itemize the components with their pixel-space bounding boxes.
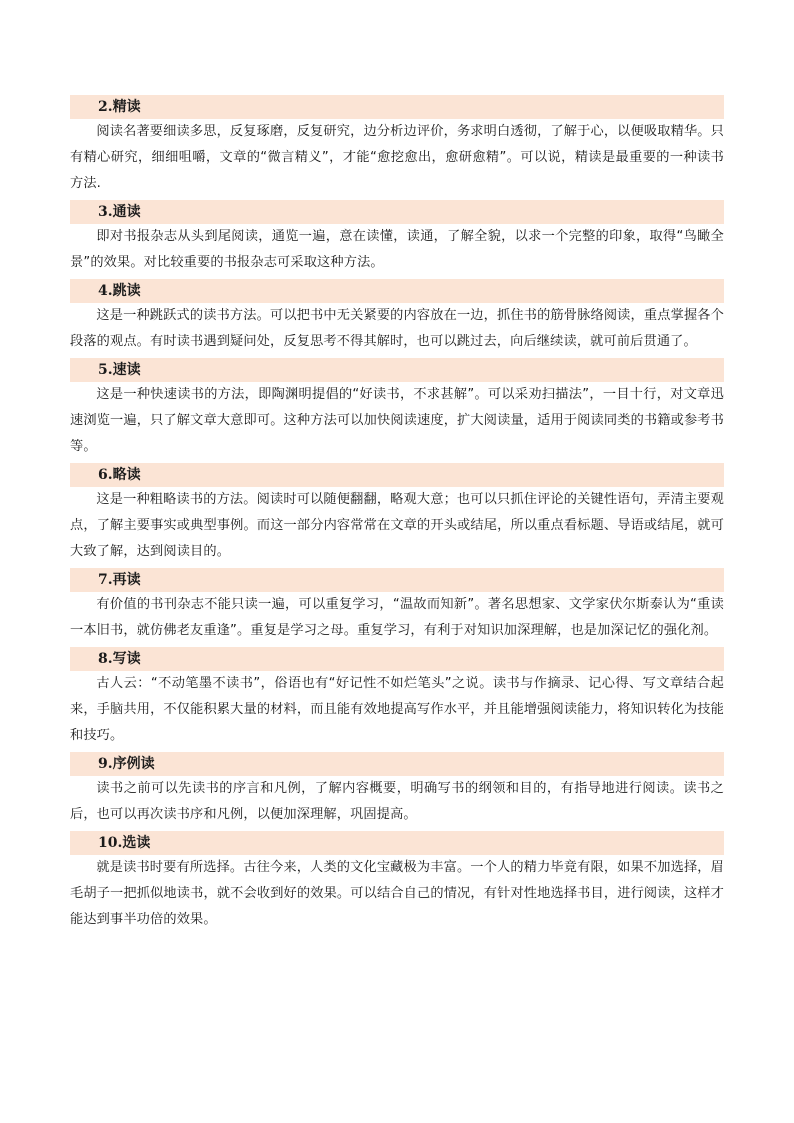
section-heading: 8.写读: [70, 647, 724, 671]
section-body: 这是一种快速读书的方法，即陶渊明提倡的“好读书，不求甚解”。可以采劝扫描法”，一目十行，对文章迅速浏览一遍，只了解文章大意即可。这种方法可以加快阅读速度，扩大阅读量，适用于阅读同类的书籍或参考书等。: [70, 387, 724, 454]
section-body: 有价值的书刊杂志不能只读一遍，可以重复学习，“温故而知新”。著名思想家、文学家伏尔斯泰认为“重读一本旧书，就仿佛老友重逢”。重复是学习之母。重复学习，有利于对知识加深理解，也是加深记忆的强化剂。: [70, 597, 724, 638]
section-intensive-reading: [70, 95, 724, 197]
section-re-reading: [70, 568, 724, 644]
section-skim-reading: [70, 463, 724, 565]
section-heading: 7.再读: [70, 568, 724, 592]
section-body: 就是读书时要有所选择。古往今来，人类的文化宝藏极为丰富。一个人的精力毕竟有限，如果不加选择，眉毛胡子一把抓似地读书，就不会收到好的效果。可以结合自己的情况，有针对性地选择书目，进行阅读，这样才能达到事半功倍的效果。: [70, 860, 724, 927]
section-body: 读书之前可以先读书的序言和凡例，了解内容概要，明确写书的纲领和目的，有指导地进行阅读。读书之后，也可以再次读书序和凡例，以便加深理解，巩固提高。: [70, 781, 724, 822]
section-body: 阅读名著要细读多思，反复琢磨，反复研究，边分析边评价，务求明白透彻，了解于心，以便吸取精华。只有精心研究，细细咀嚼，文章的“微言精义”，才能“愈挖愈出，愈研愈精”。可以说，精读是最重要的一种读书方法.: [70, 124, 724, 191]
section-heading: 6.略读: [70, 463, 724, 487]
section-preface-reading: [70, 752, 724, 828]
reading-methods-list: [70, 95, 724, 933]
section-body: 这是一种跳跃式的读书方法。可以把书中无关紧要的内容放在一边，抓住书的筋骨脉络阅读，重点掌握各个段落的观点。有时读书遇到疑问处，反复思考不得其解时，也可以跳过去，向后继续读，就可前后贯通了。: [70, 308, 724, 349]
section-thorough-reading: [70, 200, 724, 276]
section-heading: 9.序例读: [70, 752, 724, 776]
section-speed-reading: [70, 358, 724, 460]
section-heading: 2.精读: [70, 95, 724, 119]
section-body: 即对书报杂志从头到尾阅读，通览一遍，意在读懂，读通，了解全貌，以求一个完整的印象，取得“鸟瞰全景”的效果。对比较重要的书报杂志可采取这种方法。: [70, 229, 724, 270]
section-heading: 10.选读: [70, 831, 724, 855]
section-writing-reading: [70, 647, 724, 749]
section-selective-reading: [70, 831, 724, 933]
section-heading: 5.速读: [70, 358, 724, 382]
section-heading: 3.通读: [70, 200, 724, 224]
section-skip-reading: [70, 279, 724, 355]
section-heading: 4.跳读: [70, 279, 724, 303]
section-body: 这是一种粗略读书的方法。阅读时可以随便翻翻，略观大意；也可以只抓住评论的关键性语句，弄清主要观点，了解主要事实或典型事例。而这一部分内容常常在文章的开头或结尾，所以重点看标题、导语或结尾，就可大致了解，达到阅读目的。: [70, 492, 724, 559]
section-body: 古人云：“不动笔墨不读书”，俗语也有“好记性不如烂笔头”之说。读书与作摘录、记心得、写文章结合起来，手脑共用，不仅能积累大量的材料，而且能有效地提高写作水平，并且能增强阅读能力，将知识转化为技能和技巧。: [70, 676, 724, 743]
